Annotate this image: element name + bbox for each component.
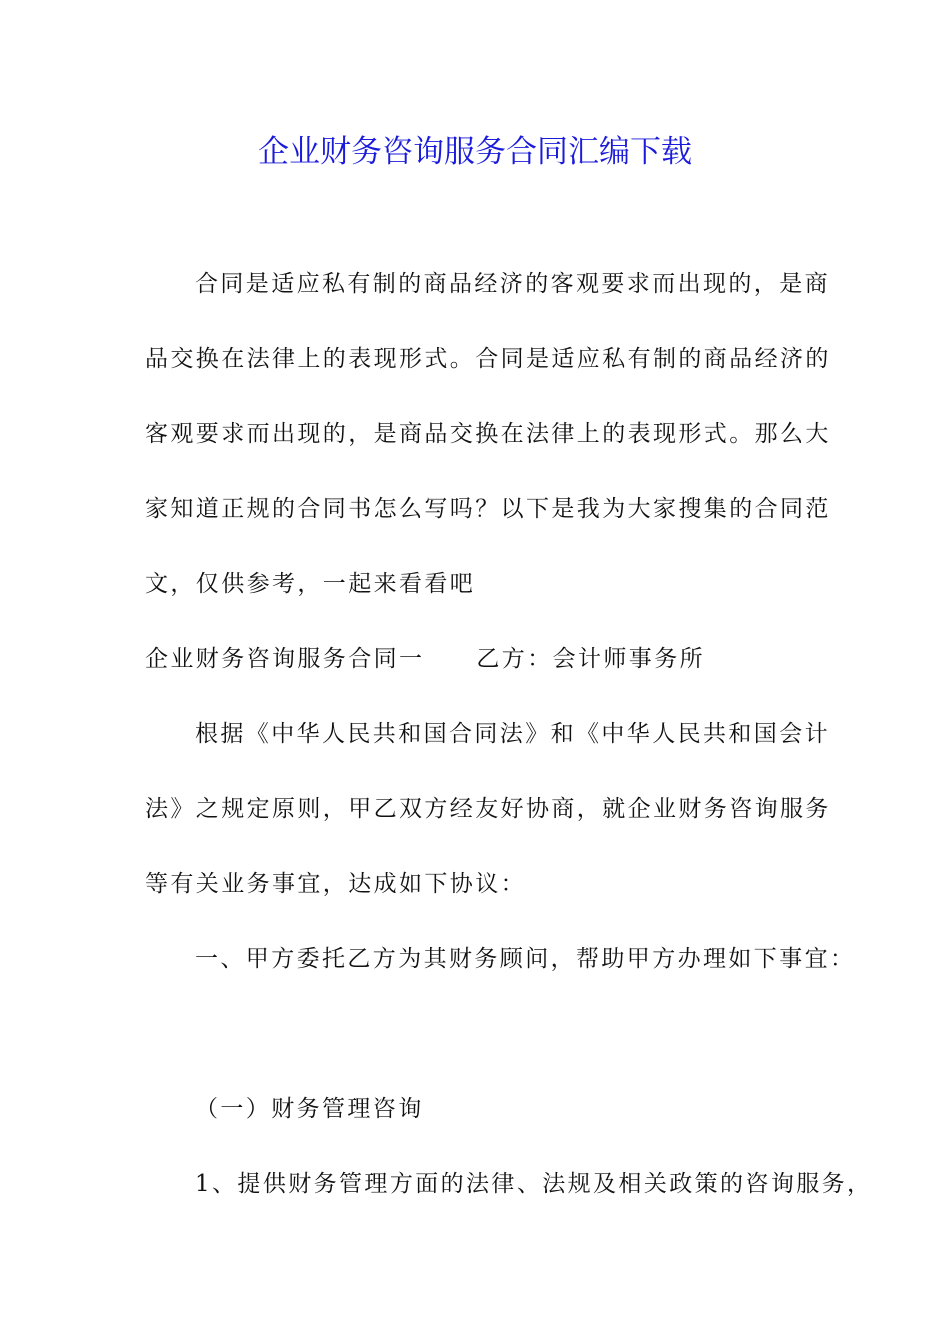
basis-line-3: 等有关业务事宜，达成如下协议：: [145, 871, 526, 897]
intro-line-5: 文，仅供参考，一起来看看吧: [145, 571, 476, 597]
party-b: 乙方：会计师事务所: [476, 646, 706, 672]
intro-line-2: 品交换在法律上的表现形式。合同是适应私有制的商品经济的: [145, 346, 831, 372]
intro-line-3: 客观要求而出现的，是商品交换在法律上的表现形式。那么大: [145, 421, 831, 447]
section-one-heading: （一）财务管理咨询: [195, 1096, 424, 1122]
contract-heading-line: [145, 643, 705, 675]
document-title: 企业财务咨询服务合同汇编下载: [258, 134, 692, 170]
basis-line-2: 法》之规定原则，甲乙双方经友好协商，就企业财务咨询服务: [145, 796, 831, 822]
intro-line-1: 合同是适应私有制的商品经济的客观要求而出现的，是商: [195, 271, 830, 297]
intro-line-4: 家知道正规的合同书怎么写吗？以下是我为大家搜集的合同范: [145, 496, 831, 522]
basis-line-1: 根据《中华人民共和国合同法》和《中华人民共和国会计: [195, 721, 830, 747]
clause-one: 一、甲方委托乙方为其财务顾问，帮助甲方办理如下事宜：: [195, 946, 856, 972]
item-one: 1、提供财务管理方面的法律、法规及相关政策的咨询服务，: [195, 1171, 873, 1197]
contract-heading: 企业财务咨询服务合同一: [145, 646, 425, 672]
